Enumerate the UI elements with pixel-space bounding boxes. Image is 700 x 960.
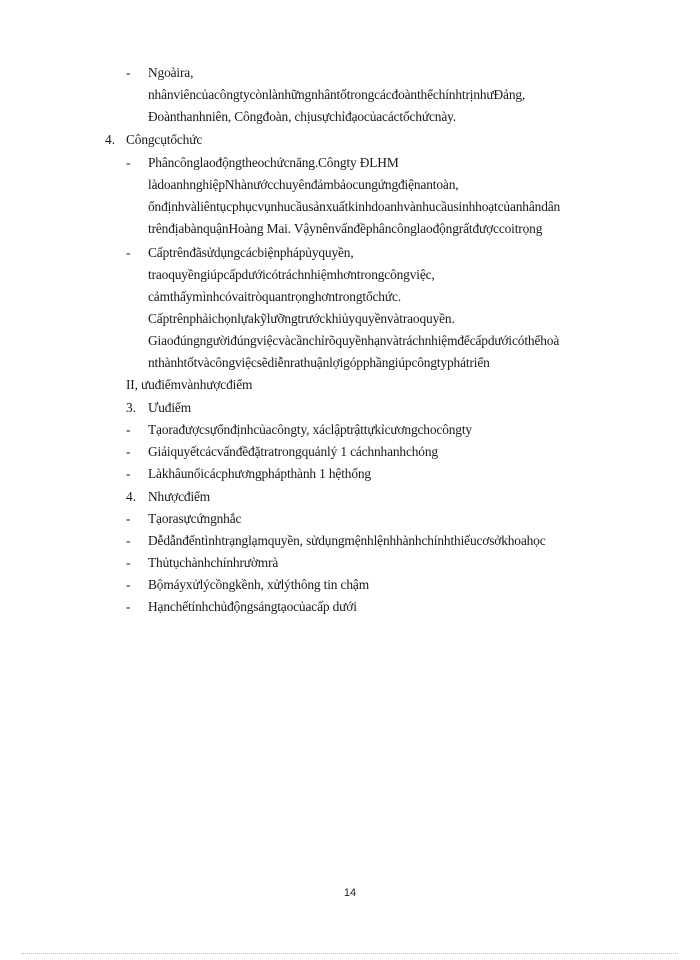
- text-line: traoquyềngiúpcấpdướicótráchnhiệmhơntrongcôngviệc,: [148, 267, 435, 282]
- text-line: làdoanhnghiệpNhànướcchuyênđảmbảocungứngđiệnantoàn,: [148, 177, 459, 192]
- text-line: nthànhtốtvàcôngviệcsẽdiễnrathuậnlợigópphầngiúpcôngtyphátriển: [148, 355, 490, 370]
- text-line: cảmthấymìnhcóvaitròquantrọnghơntrongtổchức.: [148, 289, 401, 304]
- text-line: Hạnchếtínhchủđộngsángtạocủacấp dưới: [148, 599, 357, 614]
- bullet-dash: -: [126, 65, 131, 80]
- list-number: 4.: [105, 132, 116, 147]
- bullet-dash: -: [126, 511, 131, 526]
- section-heading: Côngcụtổchức: [126, 132, 203, 147]
- text-line: Cấptrênđãsửdụngcácbiệnphápủyquyền,: [148, 245, 354, 260]
- text-line: Tạorasựcứngnhắc: [148, 511, 242, 526]
- text-line: Dễdẫnđếntìnhtrạnglạmquyền, sửdụngmệnhlệnhhànhchínhthiếucơsởkhoahọc: [148, 533, 546, 548]
- bullet-dash: -: [126, 466, 131, 481]
- text-line: Giảiquyếtcácvấnđềđặtratrongquảnlý 1 cáchnhanhchóng: [148, 444, 438, 459]
- page-boundary: [22, 953, 678, 954]
- bullet-dash: -: [126, 533, 131, 548]
- text-line: Tạorađượcsựổnđịnhcủacôngty, xáclậptrậttựkỉcươngchocôngty: [148, 422, 472, 437]
- text-line: Ngoàira,: [148, 65, 194, 80]
- bullet-dash: -: [126, 155, 131, 170]
- bullet-dash: -: [126, 245, 131, 260]
- bullet-dash: -: [126, 422, 131, 437]
- bullet-dash: -: [126, 577, 131, 592]
- text-line: ổnđịnhvàliêntụcphụcvụnhucầusảnxuấtkinhdoanhvànhucầusinhhoạtcủanhândân: [148, 199, 561, 214]
- text-line: Phâncônglaođộngtheochứcnăng.Côngty ĐLHM: [148, 155, 399, 170]
- bullet-dash: -: [126, 555, 131, 570]
- section-heading: II, ưuđiểmvànhượcđiểm: [126, 377, 253, 392]
- bullet-dash: -: [126, 599, 131, 614]
- list-number: 3.: [126, 400, 137, 415]
- subsection-heading: Nhượcđiểm: [148, 489, 211, 504]
- list-number: 4.: [126, 489, 137, 504]
- page-number: 14: [343, 887, 357, 899]
- text-line: Bộmáyxửlýcồngkềnh, xửlýthông tin chậm: [148, 577, 369, 592]
- bullet-dash: -: [126, 444, 131, 459]
- text-line: nhânviêncủacôngtycònlànhữngnhântốtrongcácđoànthểchínhtrịnhưĐảng,: [148, 87, 526, 102]
- text-line: Làkhâunốicácphươngphápthành 1 hệthống: [148, 466, 371, 481]
- text-line: Cấptrênphảichọnlựakỹlưỡngtrướckhiủyquyềnvàtraoquyền.: [148, 311, 455, 326]
- text-line: Thủtụchànhchínhrườmrà: [148, 555, 279, 570]
- text-line: trênđịabànquậnHoàng Mai. Vậynênvấnđềphâncônglaođộngrấtđượccoitrọng: [148, 221, 543, 236]
- text-line: Giaođúngngườiđúngviệcvàcầnchỉrõquyềnhạnvàtráchnhiệmđểcấpdướicóthểhoà: [148, 333, 560, 348]
- text-line: Đoànthanhniên, Côngđoàn, chịusựchỉđạocủacáctổchứcnày.: [148, 109, 456, 124]
- subsection-heading: Ưuđiểm: [148, 400, 191, 415]
